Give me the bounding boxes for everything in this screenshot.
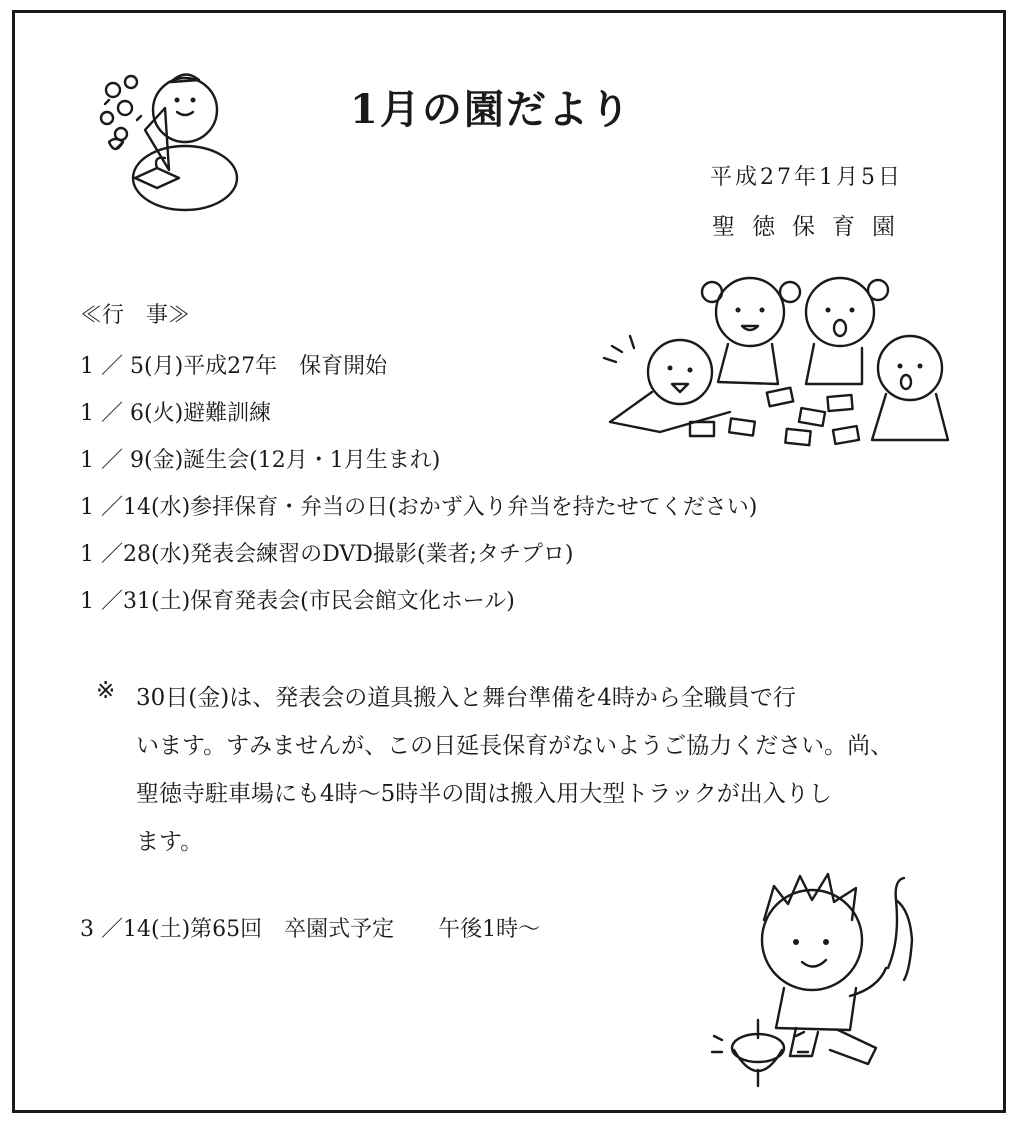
- event-item: 1 ／ 6(火)避難訓練: [80, 401, 272, 426]
- event-item: 1 ／28(水)発表会練習のDVD撮影(業者;タチプロ): [80, 542, 574, 567]
- note-line: 聖徳寺駐車場にも4時～5時半の間は搬入用大型トラックが出入りし: [136, 781, 832, 807]
- note-paragraph: [136, 674, 956, 866]
- graduation-notice: 3 ／14(土)第65回 卒園式予定 午後1時～: [80, 917, 541, 942]
- event-item: 1 ／ 9(金)誕生会(12月・1月生まれ): [80, 448, 441, 473]
- note-line: 30日(金)は、発表会の道具搬入と舞台準備を4時から全職員で行: [136, 685, 796, 711]
- note-mark: ※: [96, 678, 116, 704]
- event-list: [80, 343, 757, 625]
- event-item: 1 ／14(水)参拝保育・弁当の日(おかず入り弁当を持たせてください): [80, 495, 758, 520]
- snowman-illustration: [95, 60, 245, 210]
- boy-spinning-top-illustration: [700, 860, 950, 1100]
- events-heading: ≪行 事≫: [80, 303, 191, 328]
- event-item: 1 ／31(土)保育発表会(市民会館文化ホール): [80, 589, 515, 614]
- issue-date: 平成27年1月5日: [710, 165, 903, 190]
- note-line: ます。: [136, 829, 204, 855]
- organization-name: 聖徳保育園: [712, 214, 912, 240]
- event-item: 1 ／ 5(月)平成27年 保育開始: [80, 354, 388, 379]
- note-line: います。すみませんが、この日延長保育がないようご協力ください。尚、: [136, 733, 894, 759]
- page-title: 1月の園だより: [350, 86, 632, 133]
